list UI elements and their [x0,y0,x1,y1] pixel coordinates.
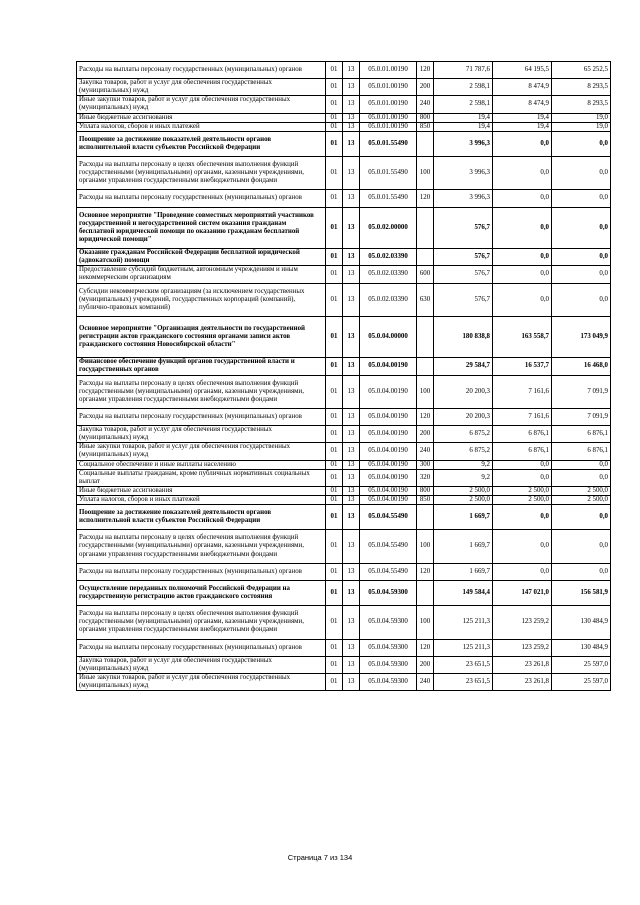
table-row [77,469,611,486]
row-expense-type [417,505,434,530]
row-target-article: 05.0.01.55490 [360,131,417,156]
row-subsection-code: 13 [343,266,360,283]
row-amount-year-1: 576,7 [434,249,493,266]
row-name: Предоставление субсидий бюджетным, автономным учреждениям и иным некоммерческим организациям [77,266,326,283]
row-expense-type: 850 [417,122,434,131]
row-amount-year-2: 2 500,0 [493,486,552,495]
row-amount-year-2: 23 261,8 [493,656,552,673]
table-row [77,283,611,316]
row-target-article: 05.0.04.55490 [360,530,417,563]
row-amount-year-1: 71 787,6 [434,62,493,79]
row-amount-year-1: 6 875,2 [434,426,493,443]
row-subsection-code: 13 [343,122,360,131]
row-target-article: 05.0.04.59300 [360,580,417,605]
row-amount-year-2: 7 161,6 [493,408,552,425]
row-amount-year-1: 1 669,7 [434,563,493,580]
row-section-code: 01 [326,656,343,673]
row-amount-year-3: 2 500,0 [552,495,611,504]
row-target-article: 05.0.04.00190 [360,460,417,469]
row-subsection-code: 13 [343,495,360,504]
row-expense-type: 100 [417,157,434,190]
budget-table [76,61,611,691]
row-amount-year-3: 25 597,0 [552,656,611,673]
table-row [77,131,611,156]
row-name: Расходы на выплаты персоналу государственных (муниципальных) органов [77,408,326,425]
row-amount-year-2: 23 261,8 [493,673,552,690]
row-amount-year-1: 2 500,0 [434,495,493,504]
row-target-article: 05.0.04.00190 [360,426,417,443]
row-amount-year-1: 9,2 [434,460,493,469]
row-name: Иные бюджетные ассигнования [77,113,326,122]
row-subsection-code: 13 [343,443,360,460]
row-amount-year-2: 19,4 [493,113,552,122]
table-row [77,408,611,425]
row-section-code: 01 [326,266,343,283]
table-row [77,375,611,408]
row-section-code: 01 [326,505,343,530]
table-row [77,426,611,443]
row-target-article: 05.0.04.59300 [360,639,417,656]
row-subsection-code: 13 [343,358,360,375]
row-amount-year-3: 0,0 [552,157,611,190]
row-name: Оказание гражданам Российской Федерации бесплатной юридической (адвокатской) помощи [77,249,326,266]
row-amount-year-3: 0,0 [552,530,611,563]
row-amount-year-3: 8 293,5 [552,79,611,96]
row-subsection-code: 13 [343,283,360,316]
row-target-article: 05.0.04.00000 [360,316,417,358]
row-amount-year-1: 20 200,3 [434,408,493,425]
row-section-code: 01 [326,96,343,113]
row-subsection-code: 13 [343,62,360,79]
row-target-article: 05.0.04.59300 [360,606,417,639]
row-section-code: 01 [326,408,343,425]
row-amount-year-1: 1 669,7 [434,530,493,563]
row-name: Уплата налогов, сборов и иных платежей [77,495,326,504]
row-amount-year-2: 0,0 [493,505,552,530]
row-amount-year-1: 3 996,3 [434,157,493,190]
row-amount-year-2: 8 474,9 [493,79,552,96]
row-amount-year-1: 180 838,8 [434,316,493,358]
row-amount-year-1: 19,4 [434,113,493,122]
row-amount-year-3: 6 876,1 [552,426,611,443]
row-amount-year-1: 1 669,7 [434,505,493,530]
row-subsection-code: 13 [343,460,360,469]
row-amount-year-3: 130 484,9 [552,639,611,656]
row-name: Расходы на выплаты персоналу в целях обеспечения выполнения функций государственными (муниципальными) органами, казенными учреждениями, органами управления государственными внебюджетными фондами [77,606,326,639]
row-target-article: 05.0.01.00190 [360,62,417,79]
row-amount-year-2: 163 558,7 [493,316,552,358]
row-expense-type [417,249,434,266]
table-row [77,639,611,656]
row-amount-year-3: 0,0 [552,563,611,580]
row-amount-year-3: 8 293,5 [552,96,611,113]
row-amount-year-3: 0,0 [552,207,611,249]
row-name: Расходы на выплаты персоналу государственных (муниципальных) органов [77,190,326,207]
row-amount-year-1: 2 598,1 [434,96,493,113]
table-row [77,122,611,131]
table-row [77,316,611,358]
row-target-article: 05.0.01.00190 [360,122,417,131]
row-expense-type [417,207,434,249]
row-name: Субсидии некоммерческим организациям (за исключением государственных (муниципальных) учреждений, государственных корпораций (компаний), публично-правовых компаний) [77,283,326,316]
row-amount-year-2: 0,0 [493,157,552,190]
row-section-code: 01 [326,639,343,656]
row-section-code: 01 [326,375,343,408]
row-amount-year-1: 576,7 [434,283,493,316]
row-amount-year-2: 0,0 [493,530,552,563]
row-expense-type: 300 [417,460,434,469]
row-subsection-code: 13 [343,375,360,408]
row-amount-year-1: 125 211,3 [434,639,493,656]
row-expense-type: 800 [417,486,434,495]
row-amount-year-2: 16 537,7 [493,358,552,375]
row-amount-year-3: 0,0 [552,190,611,207]
row-name: Расходы на выплаты персоналу в целях обеспечения выполнения функций государственными (муниципальными) органами, казенными учреждениями, органами управления государственными внебюджетными фондами [77,375,326,408]
row-subsection-code: 13 [343,606,360,639]
row-amount-year-2: 0,0 [493,249,552,266]
row-expense-type: 120 [417,408,434,425]
row-subsection-code: 13 [343,190,360,207]
row-name: Расходы на выплаты персоналу государственных (муниципальных) органов [77,62,326,79]
row-amount-year-3: 0,0 [552,131,611,156]
row-expense-type: 100 [417,606,434,639]
row-section-code: 01 [326,157,343,190]
row-section-code: 01 [326,530,343,563]
table-row [77,495,611,504]
row-section-code: 01 [326,673,343,690]
row-subsection-code: 13 [343,113,360,122]
row-expense-type: 120 [417,190,434,207]
row-amount-year-2: 123 259,2 [493,606,552,639]
table-row [77,79,611,96]
row-amount-year-2: 2 500,0 [493,495,552,504]
row-amount-year-3: 25 597,0 [552,673,611,690]
row-amount-year-3: 6 876,1 [552,443,611,460]
row-expense-type: 320 [417,469,434,486]
row-amount-year-2: 8 474,9 [493,96,552,113]
table-row [77,96,611,113]
table-row [77,606,611,639]
row-amount-year-3: 156 581,9 [552,580,611,605]
row-amount-year-2: 6 876,1 [493,426,552,443]
row-target-article: 05.0.04.00190 [360,443,417,460]
row-subsection-code: 13 [343,207,360,249]
row-subsection-code: 13 [343,408,360,425]
row-expense-type: 200 [417,79,434,96]
row-expense-type: 200 [417,656,434,673]
row-target-article: 05.0.04.59300 [360,656,417,673]
row-name: Иные закупки товаров, работ и услуг для обеспечения государственных (муниципальных) нужд [77,96,326,113]
table-row [77,157,611,190]
row-amount-year-2: 0,0 [493,190,552,207]
table-row [77,673,611,690]
row-amount-year-3: 19,0 [552,113,611,122]
row-section-code: 01 [326,249,343,266]
row-amount-year-2: 0,0 [493,283,552,316]
row-section-code: 01 [326,606,343,639]
table-row [77,62,611,79]
row-expense-type: 850 [417,495,434,504]
row-amount-year-3: 0,0 [552,266,611,283]
row-amount-year-1: 20 200,3 [434,375,493,408]
row-subsection-code: 13 [343,157,360,190]
row-name: Закупка товаров, работ и услуг для обеспечения государственных (муниципальных) нужд [77,656,326,673]
row-amount-year-2: 0,0 [493,563,552,580]
row-target-article: 05.0.04.00190 [360,408,417,425]
row-amount-year-3: 0,0 [552,249,611,266]
row-section-code: 01 [326,207,343,249]
row-amount-year-3: 2 500,0 [552,486,611,495]
row-name: Расходы на выплаты персоналу государственных (муниципальных) органов [77,563,326,580]
row-expense-type: 600 [417,266,434,283]
row-name: Социальные выплаты гражданам, кроме публичных нормативных социальных выплат [77,469,326,486]
table-body [77,62,611,691]
row-expense-type: 120 [417,639,434,656]
row-name: Закупка товаров, работ и услуг для обеспечения государственных (муниципальных) нужд [77,79,326,96]
row-expense-type: 100 [417,375,434,408]
row-amount-year-1: 23 651,5 [434,673,493,690]
row-name: Основное мероприятие "Проведение совместных мероприятий участников государственной и негосударственной систем оказания гражданам бесплатной юридической помощи по оказанию гражданам бесплатной юридической помощи" [77,207,326,249]
document-page [76,61,610,691]
row-expense-type [417,316,434,358]
row-subsection-code: 13 [343,580,360,605]
row-name: Иные бюджетные ассигнования [77,486,326,495]
row-target-article: 05.0.01.00190 [360,79,417,96]
row-section-code: 01 [326,113,343,122]
row-amount-year-1: 3 996,3 [434,131,493,156]
row-subsection-code: 13 [343,426,360,443]
row-subsection-code: 13 [343,469,360,486]
row-target-article: 05.0.01.55490 [360,190,417,207]
row-name: Иные закупки товаров, работ и услуг для обеспечения государственных (муниципальных) нужд [77,443,326,460]
row-target-article: 05.0.04.00190 [360,358,417,375]
row-amount-year-1: 23 651,5 [434,656,493,673]
row-expense-type [417,131,434,156]
row-subsection-code: 13 [343,656,360,673]
row-amount-year-1: 3 996,3 [434,190,493,207]
row-amount-year-1: 2 598,1 [434,79,493,96]
row-section-code: 01 [326,79,343,96]
row-expense-type: 120 [417,563,434,580]
table-row [77,113,611,122]
row-name: Осуществление переданных полномочий Российской Федерации на государственную регистрацию актов гражданского состояния [77,580,326,605]
row-target-article: 05.0.04.00190 [360,486,417,495]
row-amount-year-1: 9,2 [434,469,493,486]
table-row [77,486,611,495]
row-target-article: 05.0.02.03390 [360,266,417,283]
row-amount-year-2: 0,0 [493,131,552,156]
row-name: Иные закупки товаров, работ и услуг для обеспечения государственных (муниципальных) нужд [77,673,326,690]
table-row [77,443,611,460]
row-section-code: 01 [326,190,343,207]
row-subsection-code: 13 [343,505,360,530]
row-subsection-code: 13 [343,673,360,690]
row-name: Социальное обеспечение и иные выплаты населению [77,460,326,469]
row-amount-year-1: 576,7 [434,207,493,249]
row-target-article: 05.0.01.00190 [360,113,417,122]
row-target-article: 05.0.04.00190 [360,375,417,408]
row-section-code: 01 [326,358,343,375]
table-row [77,580,611,605]
row-section-code: 01 [326,316,343,358]
row-target-article: 05.0.04.55490 [360,563,417,580]
row-section-code: 01 [326,426,343,443]
table-row [77,190,611,207]
row-expense-type: 800 [417,113,434,122]
row-target-article: 05.0.04.00190 [360,495,417,504]
row-section-code: 01 [326,62,343,79]
row-amount-year-2: 19,4 [493,122,552,131]
row-amount-year-1: 576,7 [434,266,493,283]
row-target-article: 05.0.02.03390 [360,249,417,266]
table-row [77,266,611,283]
row-subsection-code: 13 [343,563,360,580]
row-amount-year-3: 0,0 [552,469,611,486]
row-target-article: 05.0.04.00190 [360,469,417,486]
table-row [77,358,611,375]
row-name: Уплата налогов, сборов и иных платежей [77,122,326,131]
row-target-article: 05.0.04.59300 [360,673,417,690]
row-amount-year-2: 6 876,1 [493,443,552,460]
row-subsection-code: 13 [343,639,360,656]
table-row [77,656,611,673]
row-amount-year-2: 147 021,0 [493,580,552,605]
row-expense-type [417,358,434,375]
row-amount-year-3: 7 091,9 [552,408,611,425]
row-amount-year-3: 0,0 [552,505,611,530]
row-amount-year-3: 19,0 [552,122,611,131]
row-amount-year-3: 0,0 [552,460,611,469]
row-section-code: 01 [326,580,343,605]
row-section-code: 01 [326,283,343,316]
row-amount-year-1: 19,4 [434,122,493,131]
row-amount-year-1: 29 584,7 [434,358,493,375]
row-section-code: 01 [326,443,343,460]
row-target-article: 05.0.02.03390 [360,283,417,316]
row-section-code: 01 [326,460,343,469]
row-name: Поощрение за достижение показателей деятельности органов исполнительной власти субъектов Российской Федерации [77,131,326,156]
row-subsection-code: 13 [343,249,360,266]
row-subsection-code: 13 [343,79,360,96]
row-name: Финансовое обеспечение функций органов государственной власти и государственных органов [77,358,326,375]
row-amount-year-2: 64 195,5 [493,62,552,79]
row-name: Расходы на выплаты персоналу государственных (муниципальных) органов [77,639,326,656]
table-row [77,530,611,563]
row-name: Расходы на выплаты персоналу в целях обеспечения выполнения функций государственными (муниципальными) органами, казенными учреждениями, органами управления государственными внебюджетными фондами [77,157,326,190]
row-amount-year-3: 16 468,0 [552,358,611,375]
row-section-code: 01 [326,495,343,504]
row-amount-year-3: 7 091,9 [552,375,611,408]
row-name: Расходы на выплаты персоналу в целях обеспечения выполнения функций государственными (муниципальными) органами, казенными учреждениями, органами управления государственными внебюджетными фондами [77,530,326,563]
row-section-code: 01 [326,469,343,486]
table-row [77,460,611,469]
row-section-code: 01 [326,122,343,131]
row-amount-year-1: 149 584,4 [434,580,493,605]
table-row [77,505,611,530]
row-section-code: 01 [326,131,343,156]
row-section-code: 01 [326,563,343,580]
row-amount-year-1: 6 875,2 [434,443,493,460]
row-expense-type: 200 [417,426,434,443]
row-expense-type: 100 [417,530,434,563]
row-amount-year-2: 0,0 [493,266,552,283]
row-subsection-code: 13 [343,486,360,495]
row-amount-year-3: 173 049,9 [552,316,611,358]
row-amount-year-2: 0,0 [493,460,552,469]
row-amount-year-1: 125 211,3 [434,606,493,639]
table-row [77,563,611,580]
row-target-article: 05.0.02.00000 [360,207,417,249]
row-amount-year-3: 0,0 [552,283,611,316]
row-target-article: 05.0.01.55490 [360,157,417,190]
row-subsection-code: 13 [343,530,360,563]
row-target-article: 05.0.04.55490 [360,505,417,530]
row-subsection-code: 13 [343,96,360,113]
row-expense-type: 240 [417,443,434,460]
table-row [77,207,611,249]
row-expense-type: 120 [417,62,434,79]
row-expense-type: 240 [417,96,434,113]
row-name: Закупка товаров, работ и услуг для обеспечения государственных (муниципальных) нужд [77,426,326,443]
row-amount-year-2: 123 259,2 [493,639,552,656]
row-expense-type: 630 [417,283,434,316]
row-amount-year-2: 0,0 [493,207,552,249]
row-amount-year-2: 7 161,6 [493,375,552,408]
row-subsection-code: 13 [343,131,360,156]
row-name: Поощрение за достижение показателей деятельности органов исполнительной власти субъектов Российской Федерации [77,505,326,530]
row-amount-year-3: 65 252,5 [552,62,611,79]
row-section-code: 01 [326,486,343,495]
table-row [77,249,611,266]
row-expense-type: 240 [417,673,434,690]
page-footer: Страница 7 из 134 [287,853,353,862]
row-amount-year-3: 130 484,9 [552,606,611,639]
row-expense-type [417,580,434,605]
row-amount-year-1: 2 500,0 [434,486,493,495]
row-target-article: 05.0.01.00190 [360,96,417,113]
row-amount-year-2: 0,0 [493,469,552,486]
row-name: Основное мероприятие "Организация деятельности по государственной регистрации актов гражданского состояния органами записи актов гражданского состояния Новосибирской области" [77,316,326,358]
row-subsection-code: 13 [343,316,360,358]
